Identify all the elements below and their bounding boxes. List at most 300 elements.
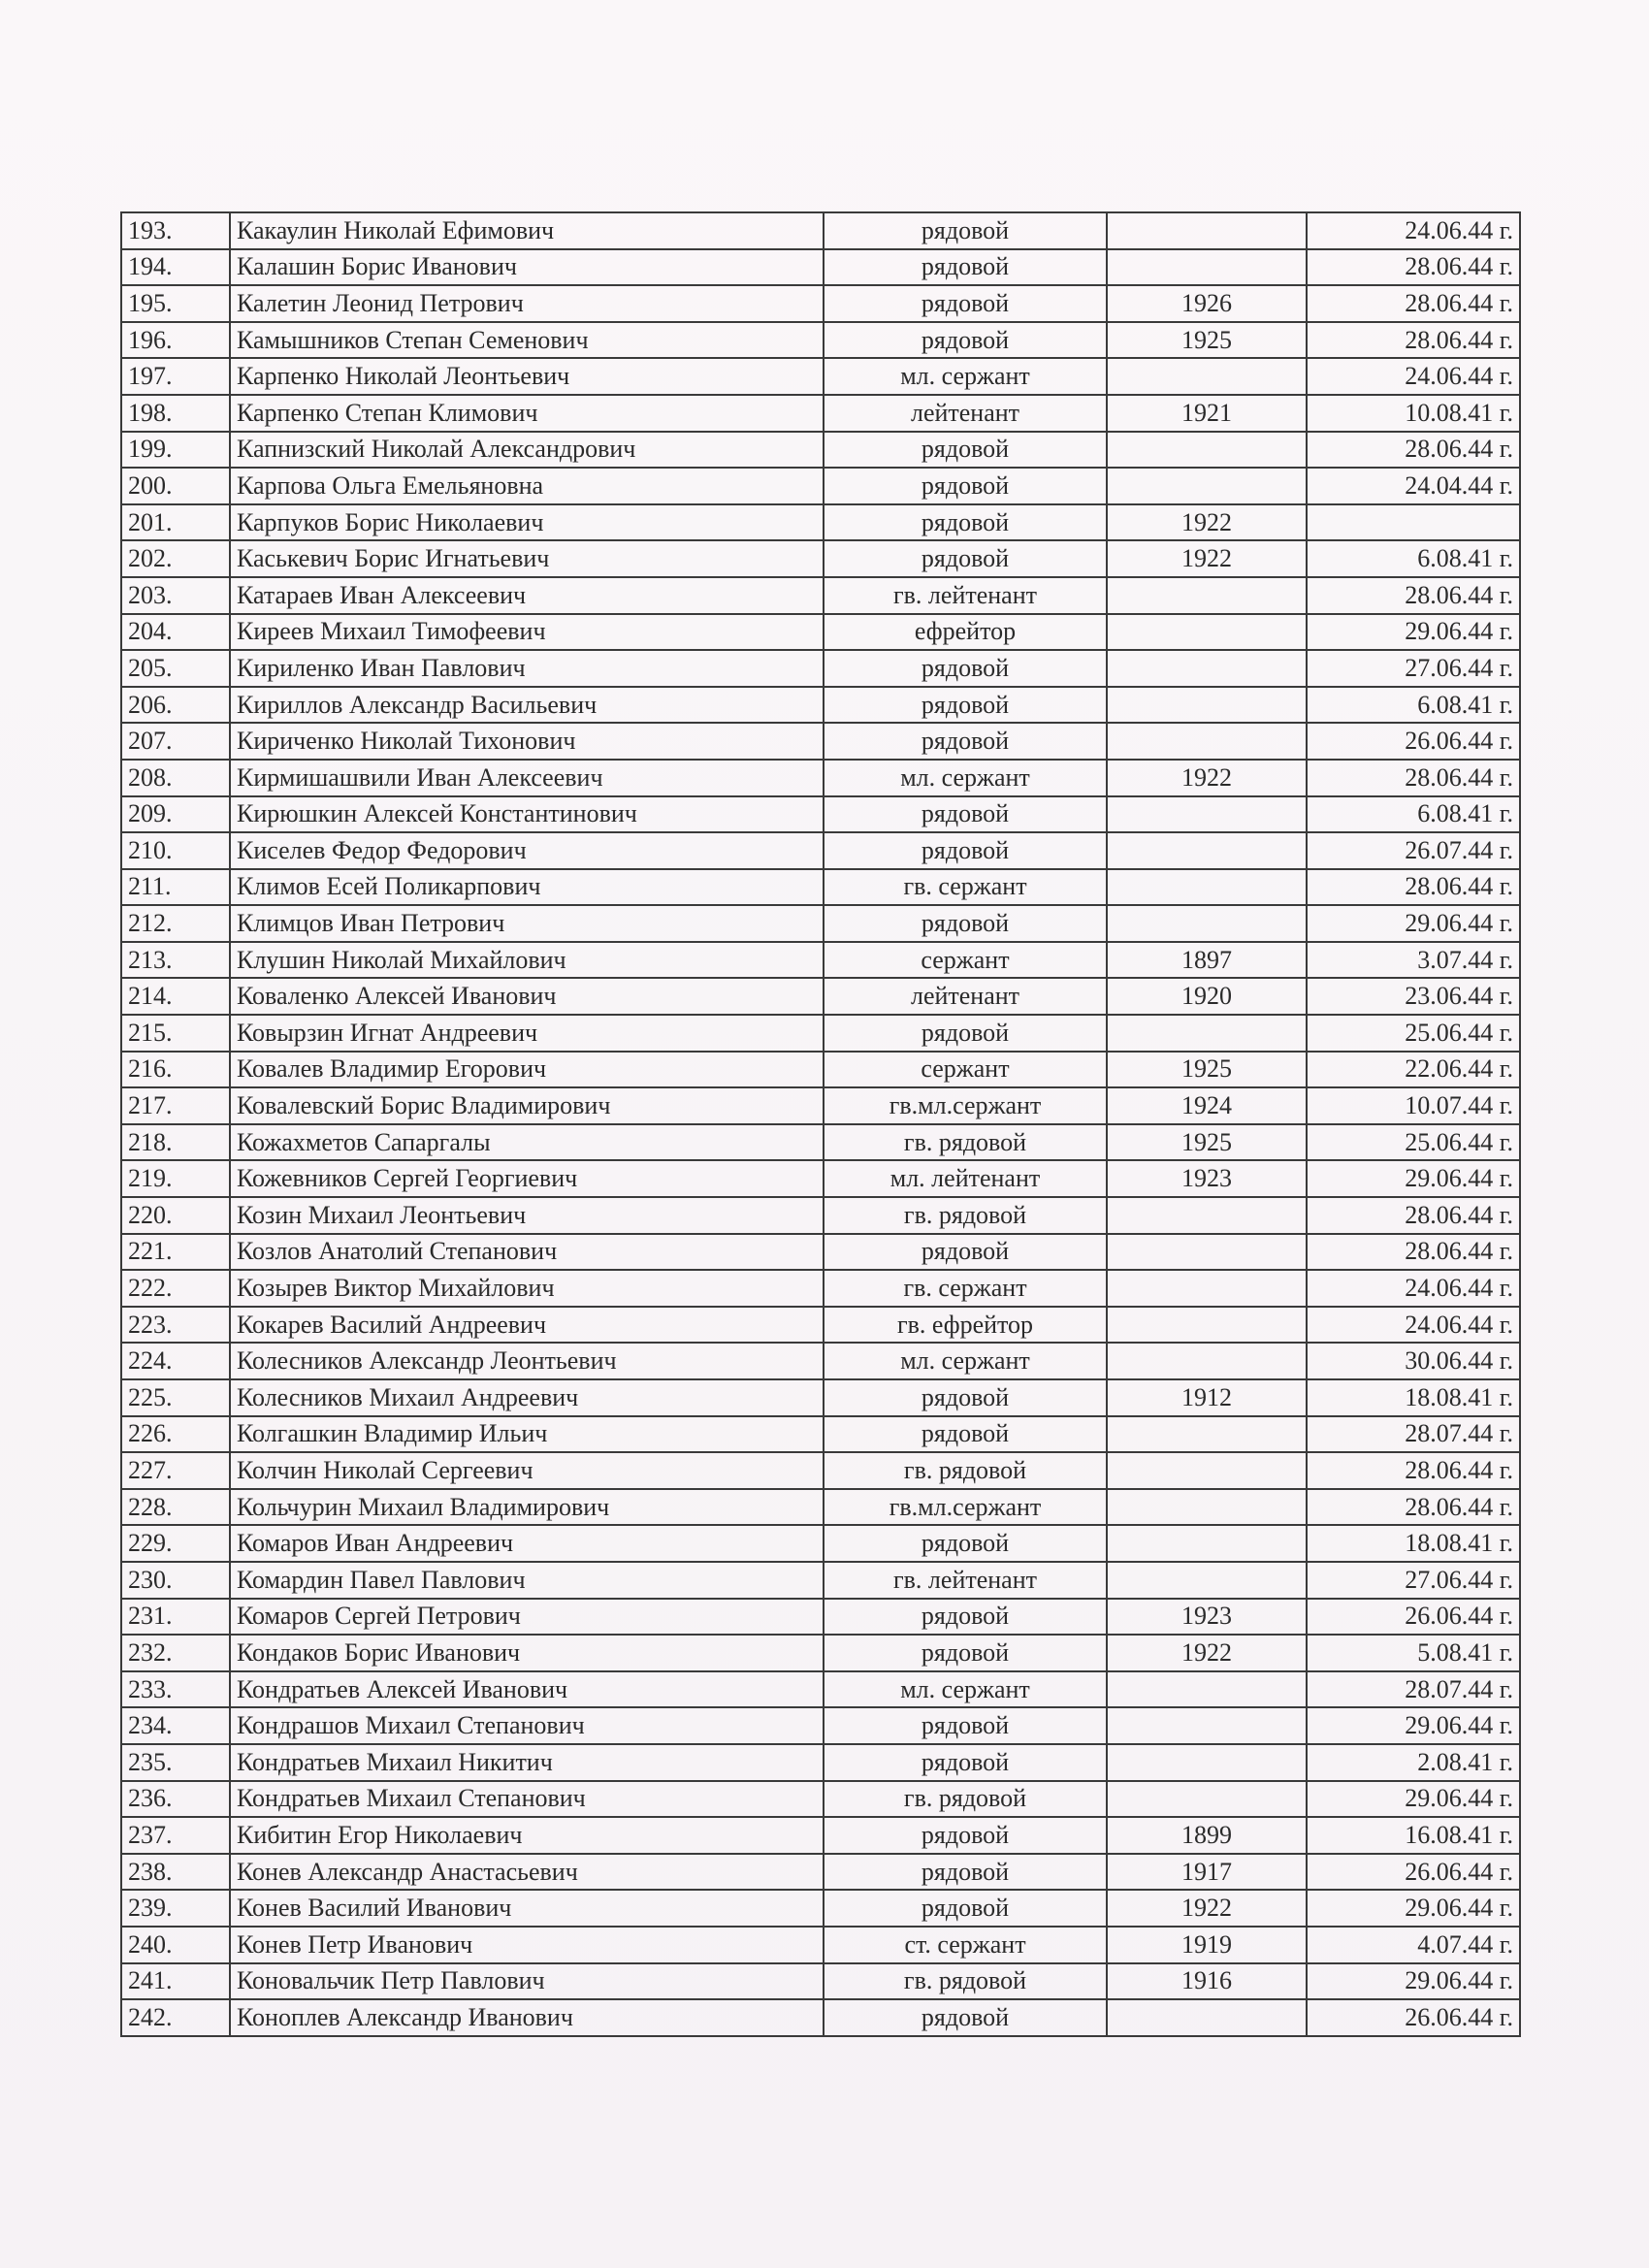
table-row xyxy=(121,395,1520,432)
date-cell: 24.06.44 г. xyxy=(1307,358,1520,395)
row-number: 223. xyxy=(121,1307,230,1344)
date-cell: 4.07.44 г. xyxy=(1307,1927,1520,1963)
person-name: Калетин Леонид Петрович xyxy=(230,285,824,322)
person-name: Комаров Иван Андреевич xyxy=(230,1525,824,1562)
military-rank: мл. лейтенант xyxy=(824,1160,1107,1197)
row-number: 232. xyxy=(121,1635,230,1671)
row-number: 213. xyxy=(121,942,230,979)
birth-year xyxy=(1107,1671,1307,1708)
date-cell: 24.06.44 г. xyxy=(1307,1270,1520,1307)
table-row xyxy=(121,1707,1520,1744)
birth-year: 1923 xyxy=(1107,1160,1307,1197)
date-cell: 28.06.44 г. xyxy=(1307,577,1520,614)
military-rank: рядовой xyxy=(824,1817,1107,1854)
row-number: 236. xyxy=(121,1781,230,1818)
birth-year xyxy=(1107,832,1307,869)
row-number: 221. xyxy=(121,1234,230,1271)
date-cell: 23.06.44 г. xyxy=(1307,978,1520,1015)
date-cell: 29.06.44 г. xyxy=(1307,1963,1520,2000)
person-name: Кольчурин Михаил Владимирович xyxy=(230,1489,824,1526)
birth-year xyxy=(1107,1781,1307,1818)
table-row xyxy=(121,942,1520,979)
table-row xyxy=(121,832,1520,869)
date-cell: 28.06.44 г. xyxy=(1307,249,1520,286)
military-rank: гв. сержант xyxy=(824,1270,1107,1307)
birth-year xyxy=(1107,1562,1307,1599)
person-name: Клушин Николай Михайлович xyxy=(230,942,824,979)
person-name: Климов Есей Поликарпович xyxy=(230,869,824,906)
table-row xyxy=(121,249,1520,286)
military-rank: гв. рядовой xyxy=(824,1452,1107,1489)
date-cell: 22.06.44 г. xyxy=(1307,1052,1520,1088)
person-name: Конев Василий Иванович xyxy=(230,1890,824,1927)
birth-year xyxy=(1107,432,1307,469)
table-row xyxy=(121,1379,1520,1416)
date-cell: 3.07.44 г. xyxy=(1307,942,1520,979)
military-rank: мл. сержант xyxy=(824,1343,1107,1379)
military-rank: сержант xyxy=(824,942,1107,979)
row-number: 207. xyxy=(121,723,230,760)
row-number: 216. xyxy=(121,1052,230,1088)
birth-year xyxy=(1107,1270,1307,1307)
row-number: 197. xyxy=(121,358,230,395)
date-cell: 28.07.44 г. xyxy=(1307,1671,1520,1708)
table-row xyxy=(121,432,1520,469)
person-name: Калашин Борис Иванович xyxy=(230,249,824,286)
table-row xyxy=(121,1307,1520,1344)
person-name: Карпова Ольга Емельяновна xyxy=(230,468,824,504)
birth-year xyxy=(1107,1307,1307,1344)
person-name: Козин Михаил Леонтьевич xyxy=(230,1197,824,1234)
date-cell: 18.08.41 г. xyxy=(1307,1379,1520,1416)
person-name: Коноплев Александр Иванович xyxy=(230,1999,824,2036)
row-number: 234. xyxy=(121,1707,230,1744)
person-name: Кожевников Сергей Георгиевич xyxy=(230,1160,824,1197)
birth-year: 1922 xyxy=(1107,1635,1307,1671)
birth-year xyxy=(1107,212,1307,249)
military-rank: рядовой xyxy=(824,905,1107,942)
row-number: 206. xyxy=(121,687,230,724)
date-cell: 6.08.41 г. xyxy=(1307,687,1520,724)
birth-year: 1920 xyxy=(1107,978,1307,1015)
table-row xyxy=(121,540,1520,577)
date-cell: 24.06.44 г. xyxy=(1307,212,1520,249)
birth-year xyxy=(1107,358,1307,395)
date-cell: 2.08.41 г. xyxy=(1307,1744,1520,1781)
table-row xyxy=(121,322,1520,359)
date-cell: 26.06.44 г. xyxy=(1307,1854,1520,1891)
person-name: Кожахметов Сапаргалы xyxy=(230,1124,824,1161)
row-number: 227. xyxy=(121,1452,230,1489)
person-name: Кириллов Александр Васильевич xyxy=(230,687,824,724)
military-rank: лейтенант xyxy=(824,978,1107,1015)
military-rank: рядовой xyxy=(824,1707,1107,1744)
row-number: 205. xyxy=(121,650,230,687)
birth-year xyxy=(1107,1197,1307,1234)
table-row xyxy=(121,1052,1520,1088)
person-name: Кондратьев Михаил Степанович xyxy=(230,1781,824,1818)
table-row xyxy=(121,1999,1520,2036)
military-rank: рядовой xyxy=(824,1416,1107,1453)
military-rank: рядовой xyxy=(824,1525,1107,1562)
row-number: 235. xyxy=(121,1744,230,1781)
date-cell: 25.06.44 г. xyxy=(1307,1124,1520,1161)
date-cell: 28.06.44 г. xyxy=(1307,322,1520,359)
date-cell: 28.06.44 г. xyxy=(1307,1489,1520,1526)
military-rank: рядовой xyxy=(824,285,1107,322)
table-row xyxy=(121,1015,1520,1052)
military-rank: рядовой xyxy=(824,1635,1107,1671)
row-number: 193. xyxy=(121,212,230,249)
person-name: Кириченко Николай Тихонович xyxy=(230,723,824,760)
birth-year: 1919 xyxy=(1107,1927,1307,1963)
military-rank: рядовой xyxy=(824,687,1107,724)
birth-year xyxy=(1107,1707,1307,1744)
row-number: 209. xyxy=(121,796,230,833)
birth-year xyxy=(1107,1343,1307,1379)
military-rank: рядовой xyxy=(824,249,1107,286)
row-number: 242. xyxy=(121,1999,230,2036)
date-cell: 16.08.41 г. xyxy=(1307,1817,1520,1854)
birth-year: 1917 xyxy=(1107,1854,1307,1891)
person-name: Коновальчик Петр Павлович xyxy=(230,1963,824,2000)
person-name: Климцов Иван Петрович xyxy=(230,905,824,942)
military-rank: сержант xyxy=(824,1052,1107,1088)
row-number: 237. xyxy=(121,1817,230,1854)
row-number: 203. xyxy=(121,577,230,614)
row-number: 198. xyxy=(121,395,230,432)
date-cell: 6.08.41 г. xyxy=(1307,540,1520,577)
military-rank: рядовой xyxy=(824,468,1107,504)
row-number: 194. xyxy=(121,249,230,286)
military-rank: гв.мл.сержант xyxy=(824,1489,1107,1526)
row-number: 230. xyxy=(121,1562,230,1599)
table-row xyxy=(121,614,1520,651)
date-cell: 27.06.44 г. xyxy=(1307,650,1520,687)
row-number: 240. xyxy=(121,1927,230,1963)
birth-year xyxy=(1107,614,1307,651)
birth-year xyxy=(1107,468,1307,504)
birth-year: 1922 xyxy=(1107,1890,1307,1927)
person-name: Ковалев Владимир Егорович xyxy=(230,1052,824,1088)
table-row xyxy=(121,869,1520,906)
table-row xyxy=(121,723,1520,760)
person-name: Киселев Федор Федорович xyxy=(230,832,824,869)
date-cell: 6.08.41 г. xyxy=(1307,796,1520,833)
military-rank: ст. сержант xyxy=(824,1927,1107,1963)
military-rank: гв. лейтенант xyxy=(824,1562,1107,1599)
date-cell: 26.07.44 г. xyxy=(1307,832,1520,869)
person-name: Катараев Иван Алексеевич xyxy=(230,577,824,614)
table-row xyxy=(121,796,1520,833)
birth-year: 1922 xyxy=(1107,760,1307,796)
military-rank: лейтенант xyxy=(824,395,1107,432)
table-row xyxy=(121,468,1520,504)
birth-year: 1925 xyxy=(1107,322,1307,359)
date-cell: 28.06.44 г. xyxy=(1307,432,1520,469)
row-number: 196. xyxy=(121,322,230,359)
military-rank: рядовой xyxy=(824,1999,1107,2036)
table-row xyxy=(121,905,1520,942)
person-name: Кириленко Иван Павлович xyxy=(230,650,824,687)
table-row xyxy=(121,760,1520,796)
birth-year: 1926 xyxy=(1107,285,1307,322)
person-name: Козлов Анатолий Степанович xyxy=(230,1234,824,1271)
row-number: 222. xyxy=(121,1270,230,1307)
table-row xyxy=(121,978,1520,1015)
person-name: Ковырзин Игнат Андреевич xyxy=(230,1015,824,1052)
table-row xyxy=(121,1416,1520,1453)
date-cell: 25.06.44 г. xyxy=(1307,1015,1520,1052)
military-rank: гв. сержант xyxy=(824,869,1107,906)
date-cell: 29.06.44 г. xyxy=(1307,1890,1520,1927)
date-cell: 27.06.44 г. xyxy=(1307,1562,1520,1599)
birth-year: 1912 xyxy=(1107,1379,1307,1416)
birth-year: 1899 xyxy=(1107,1817,1307,1854)
roster-body xyxy=(121,212,1520,2036)
table-row xyxy=(121,212,1520,249)
person-name: Конев Александр Анастасьевич xyxy=(230,1854,824,1891)
date-cell: 24.06.44 г. xyxy=(1307,1307,1520,1344)
military-rank: мл. сержант xyxy=(824,358,1107,395)
row-number: 217. xyxy=(121,1087,230,1124)
military-rank: гв. рядовой xyxy=(824,1124,1107,1161)
table-row xyxy=(121,1160,1520,1197)
military-rank: рядовой xyxy=(824,504,1107,541)
person-name: Кондаков Борис Иванович xyxy=(230,1635,824,1671)
military-rank: рядовой xyxy=(824,212,1107,249)
birth-year: 1925 xyxy=(1107,1052,1307,1088)
table-row xyxy=(121,504,1520,541)
date-cell: 10.07.44 г. xyxy=(1307,1087,1520,1124)
military-rank: гв. ефрейтор xyxy=(824,1307,1107,1344)
roster-table xyxy=(120,211,1521,2037)
date-cell: 29.06.44 г. xyxy=(1307,614,1520,651)
birth-year xyxy=(1107,687,1307,724)
row-number: 211. xyxy=(121,869,230,906)
row-number: 226. xyxy=(121,1416,230,1453)
military-rank: ефрейтор xyxy=(824,614,1107,651)
person-name: Козырев Виктор Михайлович xyxy=(230,1270,824,1307)
table-row xyxy=(121,1599,1520,1636)
person-name: Колчин Николай Сергеевич xyxy=(230,1452,824,1489)
table-row xyxy=(121,1234,1520,1271)
date-cell: 24.04.44 г. xyxy=(1307,468,1520,504)
birth-year xyxy=(1107,650,1307,687)
birth-year: 1925 xyxy=(1107,1124,1307,1161)
date-cell: 30.06.44 г. xyxy=(1307,1343,1520,1379)
birth-year xyxy=(1107,1489,1307,1526)
person-name: Колгашкин Владимир Ильич xyxy=(230,1416,824,1453)
birth-year: 1924 xyxy=(1107,1087,1307,1124)
person-name: Кондратьев Михаил Никитич xyxy=(230,1744,824,1781)
birth-year xyxy=(1107,1999,1307,2036)
table-row xyxy=(121,1087,1520,1124)
table-row xyxy=(121,1343,1520,1379)
military-rank: рядовой xyxy=(824,1599,1107,1636)
table-row xyxy=(121,1489,1520,1526)
birth-year: 1897 xyxy=(1107,942,1307,979)
date-cell xyxy=(1307,504,1520,541)
date-cell: 29.06.44 г. xyxy=(1307,1160,1520,1197)
table-row xyxy=(121,650,1520,687)
birth-year xyxy=(1107,723,1307,760)
row-number: 231. xyxy=(121,1599,230,1636)
date-cell: 28.06.44 г. xyxy=(1307,1234,1520,1271)
date-cell: 18.08.41 г. xyxy=(1307,1525,1520,1562)
row-number: 204. xyxy=(121,614,230,651)
date-cell: 28.06.44 г. xyxy=(1307,285,1520,322)
row-number: 220. xyxy=(121,1197,230,1234)
row-number: 229. xyxy=(121,1525,230,1562)
date-cell: 5.08.41 г. xyxy=(1307,1635,1520,1671)
military-rank: рядовой xyxy=(824,796,1107,833)
person-name: Камышников Степан Семенович xyxy=(230,322,824,359)
date-cell: 28.06.44 г. xyxy=(1307,1452,1520,1489)
person-name: Комаров Сергей Петрович xyxy=(230,1599,824,1636)
table-row xyxy=(121,1525,1520,1562)
birth-year: 1922 xyxy=(1107,504,1307,541)
military-rank: гв. рядовой xyxy=(824,1781,1107,1818)
military-rank: гв. рядовой xyxy=(824,1197,1107,1234)
person-name: Капнизский Николай Александрович xyxy=(230,432,824,469)
birth-year xyxy=(1107,577,1307,614)
table-row xyxy=(121,1890,1520,1927)
date-cell: 29.06.44 г. xyxy=(1307,905,1520,942)
date-cell: 28.06.44 г. xyxy=(1307,760,1520,796)
date-cell: 29.06.44 г. xyxy=(1307,1781,1520,1818)
birth-year: 1923 xyxy=(1107,1599,1307,1636)
table-row xyxy=(121,1635,1520,1671)
row-number: 201. xyxy=(121,504,230,541)
row-number: 225. xyxy=(121,1379,230,1416)
date-cell: 26.06.44 г. xyxy=(1307,723,1520,760)
military-rank: гв. лейтенант xyxy=(824,577,1107,614)
person-name: Какаулин Николай Ефимович xyxy=(230,212,824,249)
date-cell: 29.06.44 г. xyxy=(1307,1707,1520,1744)
military-rank: рядовой xyxy=(824,723,1107,760)
row-number: 208. xyxy=(121,760,230,796)
date-cell: 26.06.44 г. xyxy=(1307,1599,1520,1636)
table-row xyxy=(121,358,1520,395)
row-number: 214. xyxy=(121,978,230,1015)
military-rank: рядовой xyxy=(824,1890,1107,1927)
military-rank: рядовой xyxy=(824,1379,1107,1416)
table-row xyxy=(121,577,1520,614)
table-row xyxy=(121,1562,1520,1599)
row-number: 212. xyxy=(121,905,230,942)
person-name: Кирюшкин Алексей Константинович xyxy=(230,796,824,833)
table-row xyxy=(121,1452,1520,1489)
table-row xyxy=(121,687,1520,724)
person-name: Колесников Михаил Андреевич xyxy=(230,1379,824,1416)
date-cell: 28.06.44 г. xyxy=(1307,1197,1520,1234)
military-rank: гв. рядовой xyxy=(824,1963,1107,2000)
table-row xyxy=(121,1854,1520,1891)
row-number: 219. xyxy=(121,1160,230,1197)
birth-year: 1916 xyxy=(1107,1963,1307,2000)
birth-year xyxy=(1107,1452,1307,1489)
table-row xyxy=(121,1671,1520,1708)
row-number: 238. xyxy=(121,1854,230,1891)
row-number: 239. xyxy=(121,1890,230,1927)
table-row xyxy=(121,285,1520,322)
birth-year xyxy=(1107,796,1307,833)
military-rank: рядовой xyxy=(824,1234,1107,1271)
person-name: Кондрашов Михаил Степанович xyxy=(230,1707,824,1744)
person-name: Ковалевский Борис Владимирович xyxy=(230,1087,824,1124)
table-row xyxy=(121,1817,1520,1854)
person-name: Каськевич Борис Игнатьевич xyxy=(230,540,824,577)
date-cell: 10.08.41 г. xyxy=(1307,395,1520,432)
row-number: 200. xyxy=(121,468,230,504)
person-name: Комардин Павел Павлович xyxy=(230,1562,824,1599)
table-row xyxy=(121,1124,1520,1161)
person-name: Коваленко Алексей Иванович xyxy=(230,978,824,1015)
birth-year: 1922 xyxy=(1107,540,1307,577)
row-number: 202. xyxy=(121,540,230,577)
date-cell: 28.07.44 г. xyxy=(1307,1416,1520,1453)
birth-year xyxy=(1107,1234,1307,1271)
military-rank: мл. сержант xyxy=(824,760,1107,796)
person-name: Конев Петр Иванович xyxy=(230,1927,824,1963)
military-rank: мл. сержант xyxy=(824,1671,1107,1708)
military-rank: рядовой xyxy=(824,832,1107,869)
military-rank: гв.мл.сержант xyxy=(824,1087,1107,1124)
row-number: 224. xyxy=(121,1343,230,1379)
military-rank: рядовой xyxy=(824,1854,1107,1891)
table-row xyxy=(121,1744,1520,1781)
birth-year xyxy=(1107,1744,1307,1781)
birth-year xyxy=(1107,869,1307,906)
military-rank: рядовой xyxy=(824,650,1107,687)
person-name: Киреев Михаил Тимофеевич xyxy=(230,614,824,651)
person-name: Кондратьев Алексей Иванович xyxy=(230,1671,824,1708)
row-number: 228. xyxy=(121,1489,230,1526)
person-name: Кибитин Егор Николаевич xyxy=(230,1817,824,1854)
person-name: Кокарев Василий Андреевич xyxy=(230,1307,824,1344)
person-name: Карпуков Борис Николаевич xyxy=(230,504,824,541)
row-number: 195. xyxy=(121,285,230,322)
military-rank: рядовой xyxy=(824,322,1107,359)
row-number: 215. xyxy=(121,1015,230,1052)
person-name: Карпенко Степан Климович xyxy=(230,395,824,432)
birth-year xyxy=(1107,1525,1307,1562)
person-name: Колесников Александр Леонтьевич xyxy=(230,1343,824,1379)
military-rank: рядовой xyxy=(824,432,1107,469)
table-row xyxy=(121,1197,1520,1234)
row-number: 210. xyxy=(121,832,230,869)
birth-year xyxy=(1107,1416,1307,1453)
table-row xyxy=(121,1270,1520,1307)
row-number: 233. xyxy=(121,1671,230,1708)
table-row xyxy=(121,1963,1520,2000)
military-rank: рядовой xyxy=(824,1015,1107,1052)
table-row xyxy=(121,1927,1520,1963)
date-cell: 28.06.44 г. xyxy=(1307,869,1520,906)
person-name: Кирмишашвили Иван Алексеевич xyxy=(230,760,824,796)
birth-year xyxy=(1107,905,1307,942)
row-number: 241. xyxy=(121,1963,230,2000)
date-cell: 26.06.44 г. xyxy=(1307,1999,1520,2036)
military-rank: рядовой xyxy=(824,1744,1107,1781)
row-number: 218. xyxy=(121,1124,230,1161)
birth-year: 1921 xyxy=(1107,395,1307,432)
person-name: Карпенко Николай Леонтьевич xyxy=(230,358,824,395)
table-row xyxy=(121,1781,1520,1818)
row-number: 199. xyxy=(121,432,230,469)
birth-year xyxy=(1107,1015,1307,1052)
